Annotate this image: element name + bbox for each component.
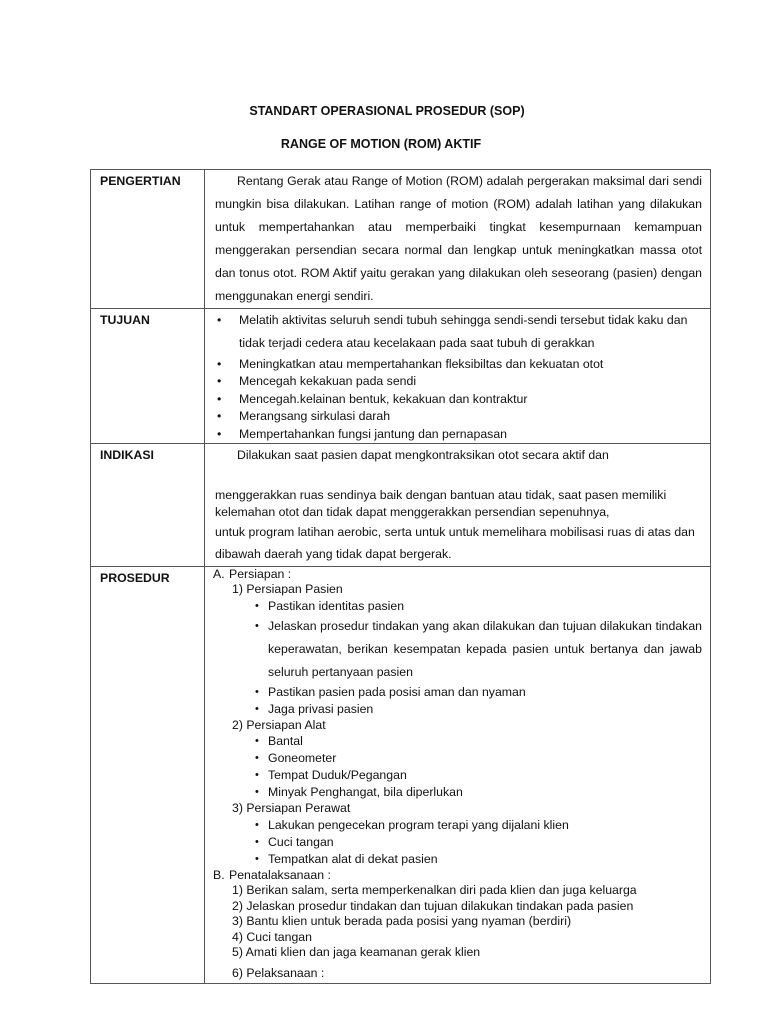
list-item: • Minyak Penghangat, bila diperlukan	[268, 784, 702, 801]
list-item: • Pastikan pasien pada posisi aman dan nyaman	[268, 684, 702, 701]
list-item: • Tempatkan alat di dekat pasien	[268, 851, 702, 868]
indikasi-line: menggerakkan ruas sendinya baik dengan bantuan atau tidak, saat pasen memiliki kelemahan otot dan tidak dapat menggerakkan persendian sepenuhnya,	[215, 488, 667, 519]
list-item: • Mencegah.kelainan bentuk, kekakuan dan kontraktur	[239, 391, 702, 408]
list-item: • Jelaskan prosedur tindakan yang akan dilakukan dan tujuan dilakukan tindakan keperawatan, berikan kesempatan kepada pasien untuk bertanya dan jawab seluruh pertanyaan pasien	[268, 615, 702, 684]
row-pengertian	[91, 170, 711, 309]
subsection-title: 1) Persiapan Pasien	[232, 582, 343, 596]
pengertian-text: Rentang Gerak atau Range of Motion (ROM) adalah pergerakan maksimal dari sendi mungkin bisa dilakukan. Latihan range of motion (ROM) adalah latihan yang dilakukan untuk mempertahankan atau memperbaiki tingkat kesempurnaan kemampuan menggerakan persendian secara normal dan lengkap untuk meningkatkan massa otot dan tonus otot. ROM Aktif yaitu gerakan yang dilakukan oleh seseorang (pasien) dengan menggunakan energi sendiri.	[215, 174, 702, 303]
list-item: • Bantal	[268, 733, 702, 750]
list-item: • Melatih aktivitas seluruh sendi tubuh sehingga sendi-sendi tersebut tidak kaku dan tidak terjadi cedera atau kecelakaan pada saat tubuh di gerakkan	[239, 309, 702, 355]
persiapan-alat-list	[213, 733, 702, 801]
subsection-title: 3) Persiapan Perawat	[232, 801, 351, 816]
section-key: A.	[213, 567, 225, 581]
sop-table	[90, 169, 711, 984]
list-item: • Cuci tangan	[268, 834, 702, 851]
persiapan-pasien-list	[213, 598, 702, 718]
list-item: • Pastikan identitas pasien	[268, 598, 702, 615]
list-item: • Meningkatkan atau mempertahankan fleksibiltas dan kekuatan otot	[239, 356, 702, 373]
list-item: • Mencegah kekakuan pada sendi	[239, 373, 702, 390]
section-key: B.	[213, 868, 225, 883]
row-tujuan	[91, 309, 711, 444]
row-prosedur	[91, 567, 711, 984]
tujuan-list	[215, 309, 702, 443]
step-item: 2) Jelaskan prosedur tindakan dan tujuan dilakukan tindakan pada pasien	[232, 898, 634, 913]
step-item: 5) Amati klien dan jaga keamanan gerak klien	[232, 945, 481, 960]
indikasi-line: Dilakukan saat pasien dapat mengkontraksikan otot secara aktif dan	[237, 448, 609, 462]
row-label: INDIKASI	[91, 444, 205, 567]
list-item: • Mempertahankan fungsi jantung dan pernapasan	[239, 426, 702, 443]
subsection-title: 2) Persiapan Alat	[232, 717, 326, 732]
document-title: STANDART OPERASIONAL PROSEDUR (SOP)	[249, 104, 525, 118]
list-item: • Goneometer	[268, 750, 702, 767]
step-item: 6) Pelaksanaan :	[232, 965, 325, 980]
list-item: • Tempat Duduk/Pegangan	[268, 767, 702, 784]
row-label: TUJUAN	[91, 309, 205, 444]
list-item: • Lakukan pengecekan program terapi yang dijalani klien	[268, 817, 702, 834]
list-item: • Jaga privasi pasien	[268, 701, 702, 718]
persiapan-perawat-list	[213, 817, 702, 868]
row-label: PROSEDUR	[91, 567, 205, 984]
list-item: • Merangsang sirkulasi darah	[239, 408, 702, 425]
step-item: 3) Bantu klien untuk berada pada posisi yang nyaman (berdiri)	[232, 914, 572, 929]
row-indikasi	[91, 444, 711, 567]
step-item: 4) Cuci tangan	[232, 929, 312, 944]
step-item: 1) Berikan salam, serta memperkenalkan diri pada klien dan juga keluarga	[232, 883, 637, 898]
row-label: PENGERTIAN	[91, 170, 205, 309]
document-subtitle: RANGE OF MOTION (ROM) AKTIF	[280, 137, 482, 151]
indikasi-line: untuk program latihan aerobic, serta untuk untuk memelihara mobilisasi ruas di atas dan dibawah daerah yang tidak dapat bergerak.	[215, 525, 695, 561]
section-title: Persiapan :	[229, 567, 292, 581]
section-title: Penatalaksanaan :	[229, 868, 331, 883]
